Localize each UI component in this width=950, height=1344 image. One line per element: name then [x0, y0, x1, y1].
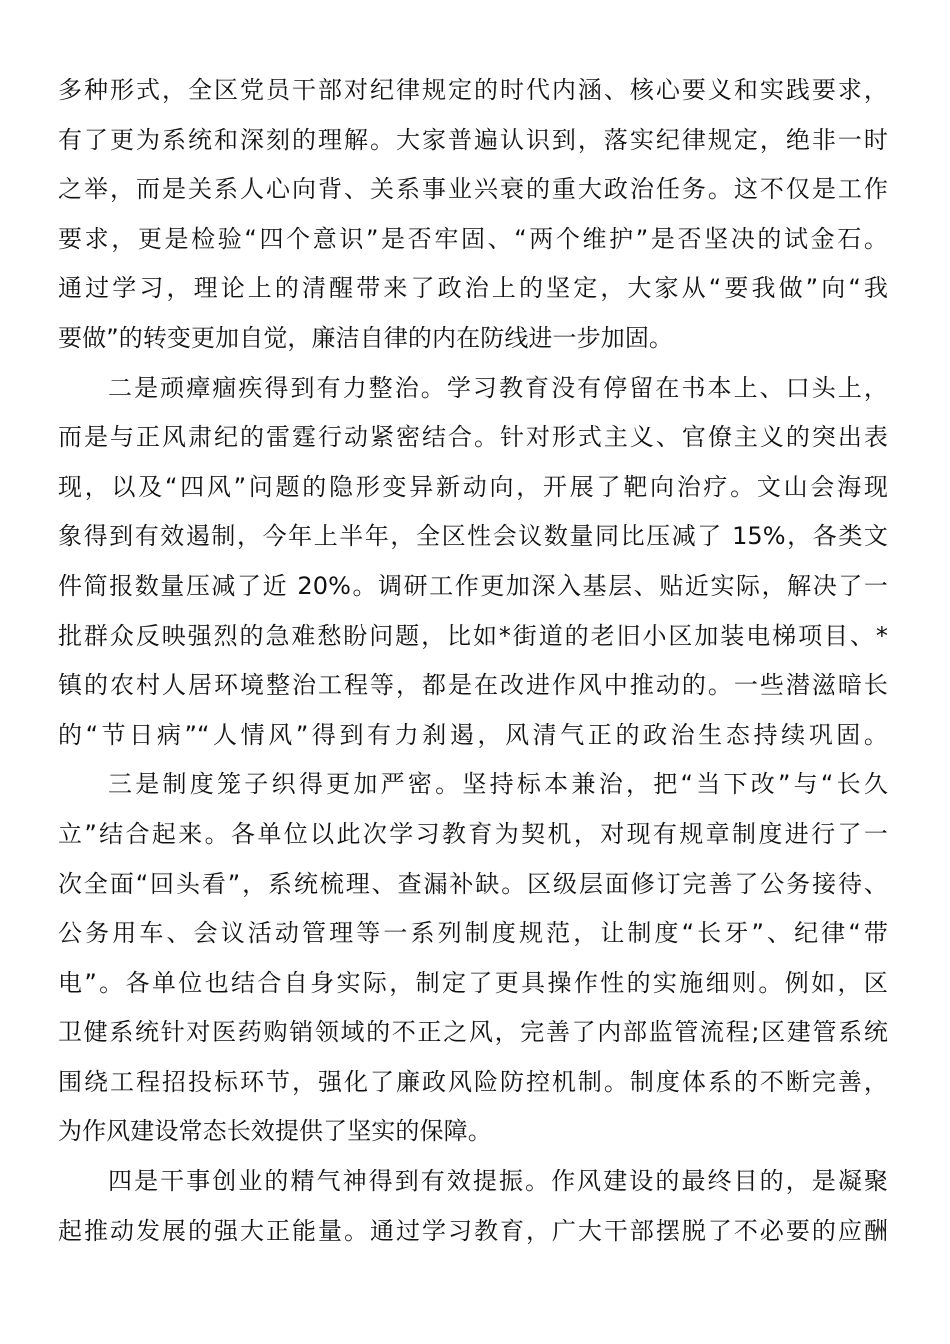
- text-line: 要求，更是检验“四个意识”是否牢固、“两个维护”是否坚决的试金石。: [58, 224, 888, 253]
- text-line: 次全面“回头看”，系统梳理、查漏补缺。区级层面修订完善了公务接待、: [58, 869, 888, 898]
- paragraph-start-line: 四是干事创业的精气神得到有效提振。作风建设的最终目的，是凝聚: [108, 1167, 888, 1196]
- text-line: 卫健系统针对医药购销领域的不正之风，完善了内部监管流程;区建管系统: [58, 1018, 888, 1047]
- text-line: 象得到有效遏制，今年上半年，全区性会议数量同比压减了 15%，各类文: [58, 522, 888, 551]
- paragraph-start-line: 二是顽瘴痼疾得到有力整治。学习教育没有停留在书本上、口头上，: [108, 373, 888, 402]
- text-line: 的“节日病”“人情风”得到有力刹遏，风清气正的政治生态持续巩固。: [58, 720, 888, 749]
- text-line: 公务用车、会议活动管理等一系列制度规范，让制度“长牙”、纪律“带: [58, 919, 888, 948]
- text-line: 起推动发展的强大正能量。通过学习教育，广大干部摆脱了不必要的应酬: [58, 1216, 888, 1245]
- text-line: 多种形式，全区党员干部对纪律规定的时代内涵、核心要义和实践要求，: [58, 76, 888, 104]
- text-line: 镇的农村人居环境整治工程等，都是在改进作风中推动的。一些潜滋暗长: [58, 671, 888, 700]
- text-line: 为作风建设常态长效提供了坚实的保障。: [58, 1117, 492, 1146]
- text-line: 围绕工程招投标环节，强化了廉政风险防控机制。制度体系的不断完善，: [58, 1067, 888, 1096]
- text-line: 电”。各单位也结合自身实际，制定了更具操作性的实施细则。例如，区: [58, 968, 888, 997]
- paragraph-start-line: 三是制度笼子织得更加严密。坚持标本兼治，把“当下改”与“长久: [108, 770, 888, 799]
- text-line: 之举，而是关系人心向背、关系事业兴衰的重大政治任务。这不仅是工作: [58, 175, 888, 204]
- text-line: 而是与正风肃纪的雷霆行动紧密结合。针对形式主义、官僚主义的突出表: [58, 423, 888, 452]
- text-line: 件简报数量压减了近 20%。调研工作更加深入基层、贴近实际，解决了一: [58, 571, 888, 600]
- document-body: [58, 66, 888, 1256]
- text-line: 要做”的转变更加自觉，廉洁自律的内在防线进一步加固。: [58, 323, 674, 352]
- text-line: 通过学习，理论上的清醒带来了政治上的坚定，大家从“要我做”向“我: [58, 274, 888, 303]
- text-line: 现，以及“四风”问题的隐形变异新动向，开展了靶向治疗。文山会海现: [58, 472, 888, 501]
- text-line: 立”结合起来。各单位以此次学习教育为契机，对现有规章制度进行了一: [58, 819, 888, 848]
- text-line: 批群众反映强烈的急难愁盼问题，比如*街道的老旧小区加装电梯项目、*: [58, 621, 888, 650]
- text-line: 有了更为系统和深刻的理解。大家普遍认识到，落实纪律规定，绝非一时: [58, 125, 888, 154]
